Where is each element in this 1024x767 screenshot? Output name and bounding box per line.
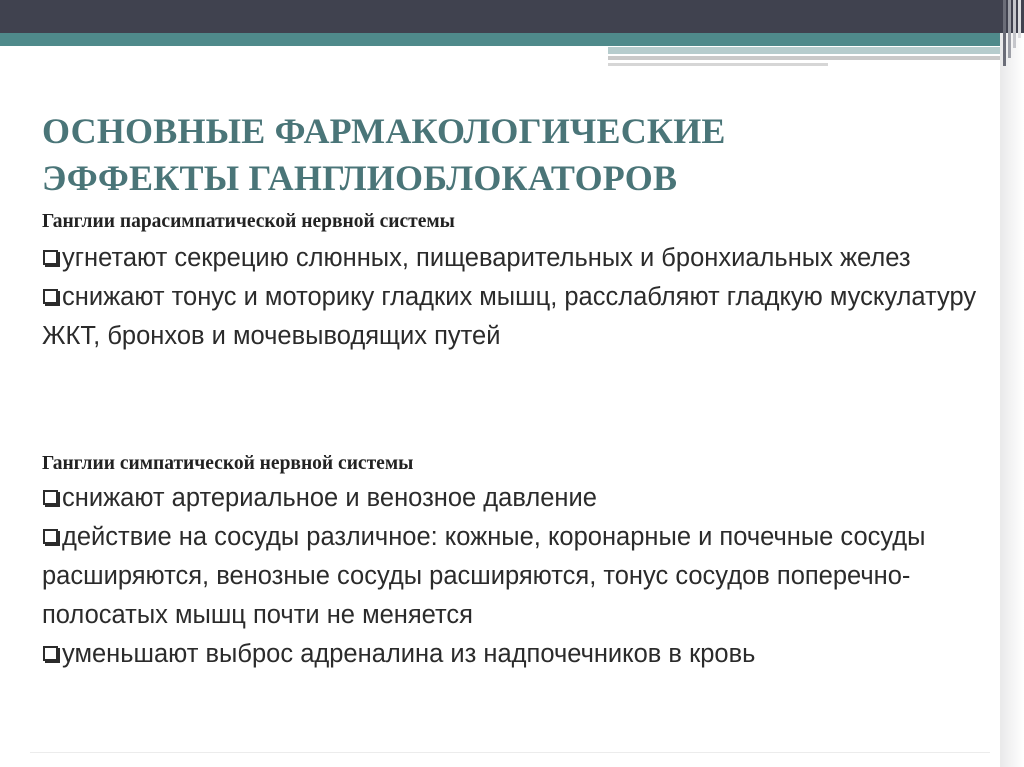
bullet-text: действие на сосуды различное: кожные, коронарные и почечные сосуды расширяются, венозные сосуды расширяются, тонус сосудов поперечно- полосатых мышц почти не меняется [42, 523, 926, 629]
checkbox-bullet-icon [43, 289, 58, 304]
corner-stripe [1008, 0, 1011, 58]
section-heading-sympathetic: Ганглии симпатической нервной системы [42, 453, 414, 474]
header-grey-stripe [608, 56, 1000, 60]
bullet-item [42, 239, 1017, 278]
bullet-text: снижают тонус и моторику гладких мышц, расслабляют гладкую мускулатуру ЖКТ, бронхов и мочевыводящих путей [42, 283, 977, 350]
bullet-text: угнетают секрецию слюнных, пищеварительных и бронхиальных желез [62, 244, 911, 272]
bullet-text: уменьшают выброс адреналина из надпочечников в кровь [62, 640, 756, 668]
corner-stripe [1003, 0, 1006, 66]
checkbox-bullet-icon [43, 529, 58, 544]
section-heading-parasympathetic: Ганглии парасимпатической нервной системы [42, 211, 455, 232]
checkbox-bullet-icon [43, 250, 58, 265]
bullet-item [42, 635, 1017, 674]
bullet-list-sympathetic [42, 479, 1017, 674]
checkbox-bullet-icon [43, 490, 58, 505]
slide-title-line-1: ОСНОВНЫЕ ФАРМАКОЛОГИЧЕСКИЕ [42, 111, 726, 151]
bottom-divider [30, 752, 990, 753]
header-light-teal-stripe [608, 47, 1000, 54]
header-teal-band [0, 33, 1000, 46]
slide-title-line-2: ЭФФЕКТЫ ГАНГЛИОБЛОКАТОРОВ [42, 158, 678, 198]
corner-stripe [1018, 0, 1021, 38]
checkbox-bullet-icon [43, 646, 58, 661]
bullet-item [42, 278, 1017, 356]
bullet-item [42, 479, 1017, 518]
bullet-list-parasympathetic [42, 239, 1017, 356]
bullet-text: снижают артериальное и венозное давление [62, 484, 597, 512]
header-grey-stripe-short [608, 63, 828, 66]
bullet-item [42, 518, 1017, 635]
slide-title [42, 108, 982, 202]
corner-stripe [1013, 0, 1016, 48]
header-dark-band [0, 0, 1024, 33]
